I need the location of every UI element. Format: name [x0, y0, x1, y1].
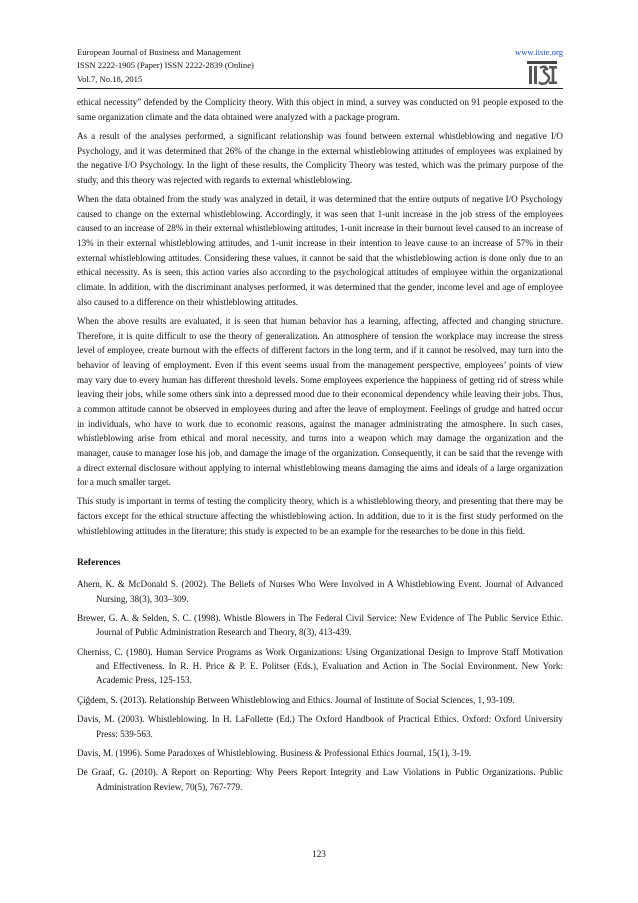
reference-item: Brewer, G. A. & Selden, S. C. (1998). Whistle Blowers in The Federal Civil Service: New Evidence of The Public Service Ethic. Journal of Public Administration Research and Theory, 8(3), 413-439. [77, 613, 563, 638]
issn-line: ISSN 2222-1905 (Paper) ISSN 2222-2839 (Online) [77, 60, 254, 71]
paragraph: When the above results are evaluated, it is seen that human behavior has a learning, affecting, affected and changing structure. Therefore, it is quite difficult to use the theory of generalization. An atmosphere of tension the workplace may increase the stress level of employee, create burnout with the effects of different factors in the long term, and if it cannot be resolved, may turn into the behavior of leaving of employment. Even if this event seems usual from the management perspective, employees’ points of view may vary due to every human has different threshold levels. Some employees experience the happiness of getting rid of stress while leaving their jobs, while some others sink into a depressed mood due to their economical dependency while leaving their jobs. Thus, a common attitude cannot be observed in employees during and after the leave of employment. Feelings of grudge and hatred occur in individuals, who have to work due to economic reasons, against the manager administrating the atmosphere. In such cases, whistleblowing arise from ethical and moral necessity, and turns into a weapon which may damage the organization and the manager, cause to manager lose his job, and damage the image of the organization. Consequently, it can be said that the revenge with a direct external disclosure without applying to internal whistleblowing means damaging the aims and ideals of a large organization for a much smaller target. [77, 315, 563, 488]
journal-name: European Journal of Business and Management [77, 47, 241, 57]
volume-line: Vol.7, No.18, 2015 [77, 73, 143, 84]
page-number: 123 [312, 849, 326, 859]
references-heading: References [77, 558, 121, 569]
header-rule [77, 88, 563, 89]
reference-item: Cherniss, C. (1980). Human Service Programs as Work Organizations: Using Organizational Design to Improve Staff Motivation and Effectiveness. In R. H. Price & P. E. Politser (Eds.), Evaluation and Action in The Social Environment. New York: Academic Press, 125-153. [77, 646, 563, 686]
iiste-logo-icon [525, 60, 559, 86]
reference-item: Davis, M. (2003). Whistleblowing. In H. LaFollette (Ed.) The Oxford Handbook of Practical Ethics. Oxford: Oxford University Press: 539-563. [77, 714, 563, 739]
reference-item: Ahern, K. & McDonald S. (2002). The Beliefs of Nurses Who Were Involved in A Whistleblowing Event. Journal of Advanced Nursing, 38(3), 303–309. [77, 579, 563, 604]
journal-url-link[interactable]: www.iiste.org [515, 47, 563, 57]
reference-item: Davis, M. (1996). Some Paradoxes of Whistleblowing. Business & Professional Ethics Journal, 15(1), 3-19. [77, 747, 472, 758]
paragraph: This study is important in terms of testing the complicity theory, which is a whistleblowing theory, and presenting that there may be factors except for the ethical structure affecting the whistleblowing action. In addition, due to it is the first study performed on the whistleblowing attitudes in the literature; this study is expected to be an example for the researches to be done in this field. [77, 496, 563, 536]
article-body [77, 95, 563, 799]
page-header [77, 46, 563, 86]
paragraph: ethical necessity” defended by the Complicity theory. With this object in mind, a survey was conducted on 91 people exposed to the same organization climate and the data obtained were analyzed with a package program. [77, 97, 563, 122]
paragraph: When the data obtained from the study was analyzed in detail, it was determined that the entire outputs of negative I/O Psychology caused to change on the external whistleblowing. Accordingly, it was seen that 1-unit increase in the job stress of the employees caused to an increase of 28% in their external whistleblowing attitudes, 1-unit increase in their burnout level caused to an increase of 13% in their external whistleblowing attitudes, and 1-unit increase in their intention to leave cause to an increase of 57% in their external whistleblowing attitudes. Considering these values, it cannot be said that the whistleblowing action is done only due to an ethical necessity. As is seen, this action varies also according to the psychological attitudes of employee within the organizational climate. In addition, with the discriminant analyses performed, it was determined that the gender, income level and age of employee also caused to a difference on their whistleblowing attitudes. [77, 194, 563, 307]
reference-item: De Graaf, G. (2010). A Report on Reporting: Why Peers Report Integrity and Law Violations in Public Organizations. Public Administration Review, 70(5), 767-779. [77, 767, 563, 792]
reference-item: Çiğdem, S. (2013). Relationship Between Whistleblowing and Ethics. Journal of Institute of Social Sciences, 1, 93-109. [77, 694, 515, 705]
paragraph: As a result of the analyses performed, a significant relationship was found between external whistleblowing and negative I/O Psychology, and it was determined that 26% of the change in the external whistleblowing attitudes of employees was explained by the negative I/O Psychology. In the light of these results, the Complicity Theory was tested, which was the primary purpose of the study, and this theory was rejected with regards to external whistleblowing. [77, 130, 563, 185]
